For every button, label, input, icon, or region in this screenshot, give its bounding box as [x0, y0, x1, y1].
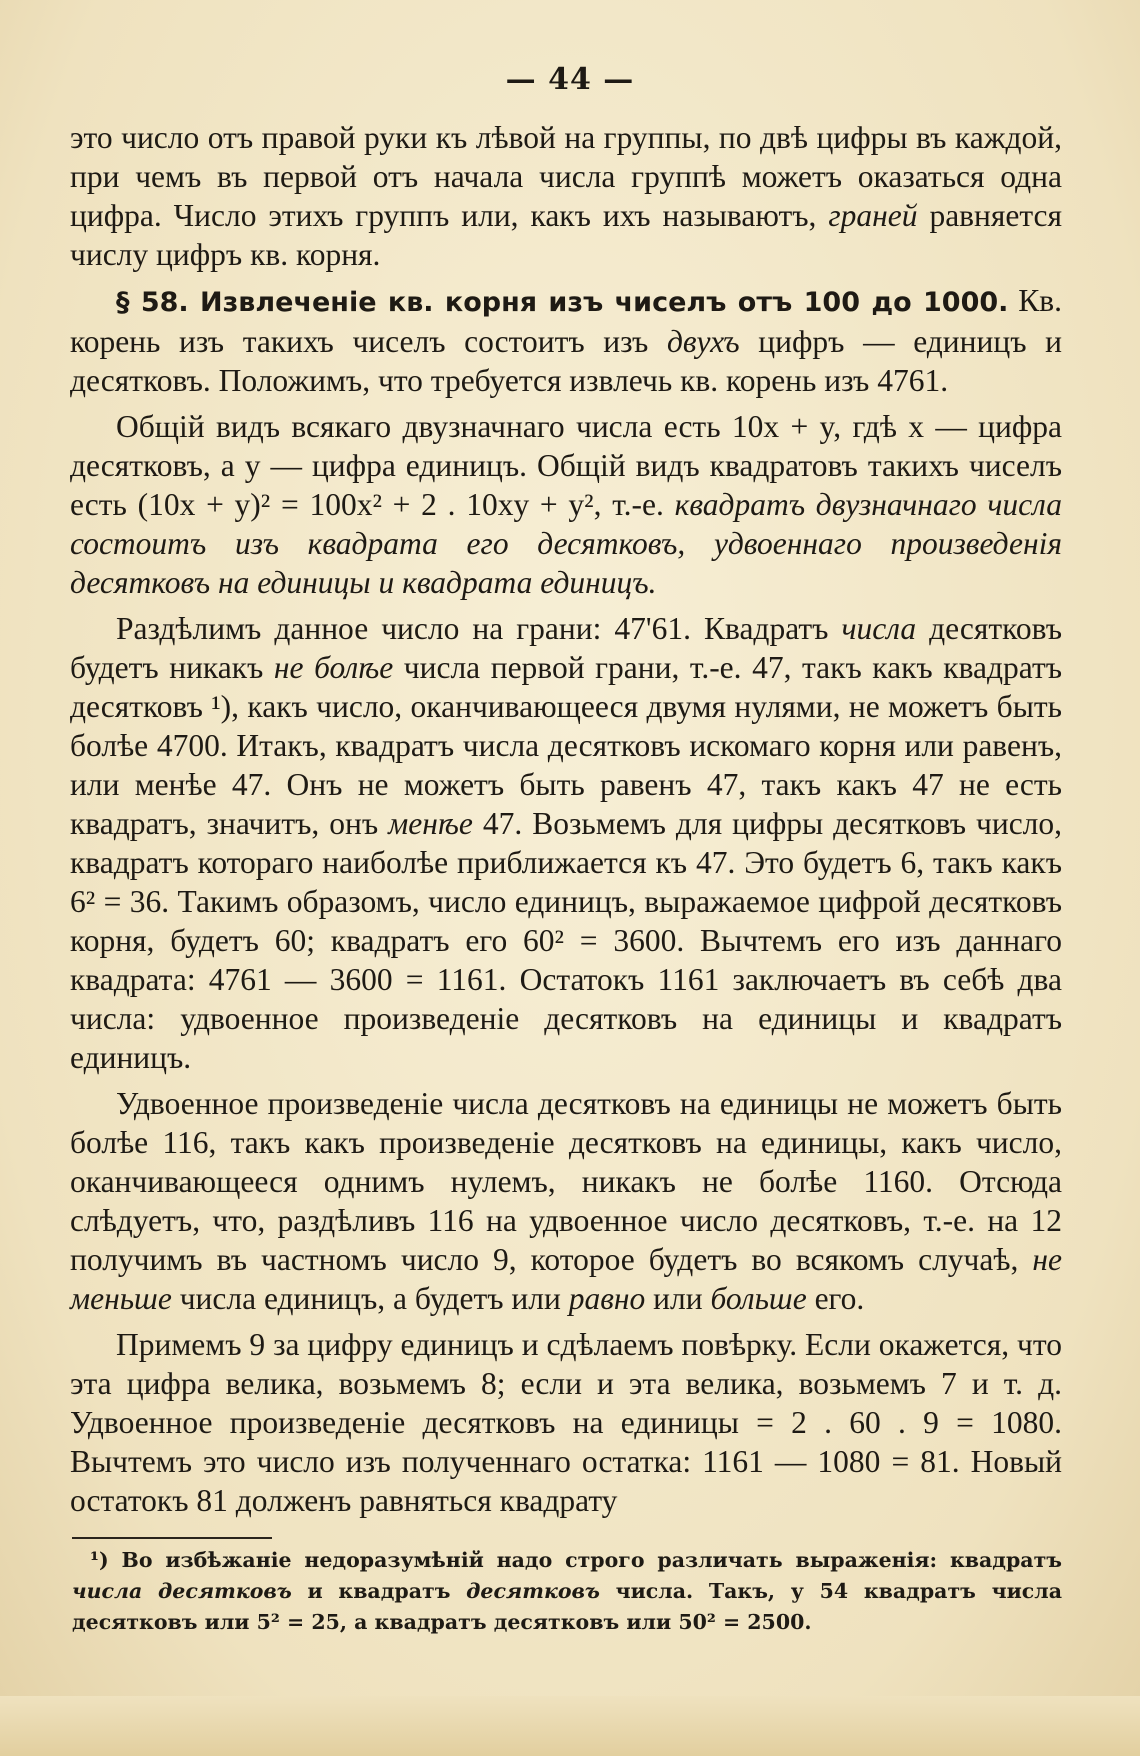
section-58-paragraph: § 58. Извлеченіе кв. корня изъ чиселъ отъ 100 до 1000. Кв. корень изъ такихъ чиселъ состоитъ изъ двухъ цифръ — единицъ и десятковъ. Положимъ, что требуется извлечь кв. корень изъ 4761.	[70, 283, 1062, 398]
section-title: § 58. Извлеченіе кв. корня изъ чиселъ отъ 100 до 1000.	[116, 287, 1009, 318]
page-bottom-edge	[0, 1696, 1140, 1756]
footnote-divider	[72, 1537, 272, 1539]
body-text	[70, 118, 1062, 1520]
page-number: — 44 —	[505, 62, 635, 97]
footnote: ¹) Во избѣжаніе недоразумѣній надо строго различать выраженія: квадратъ числа десятковъ и квадратъ десятковъ числа. Такъ, у 54 квадратъ числа десятковъ или 5² = 25, а квадратъ десятковъ или 50² = 2500.	[72, 1548, 1063, 1634]
paragraph-3: Общій видъ всякаго двузначнаго числа есть 10x + y, гдѣ x — цифра десятковъ, а y — цифра единицъ. Общій видъ квадратовъ такихъ чиселъ есть (10x + y)² = 100x² + 2 . 10xy + y², т.-е. квадратъ двузначнаго числа состоитъ изъ квадрата его десятковъ, удвоеннаго произведенія десятковъ на единицы и квадрата единицъ.	[70, 409, 1063, 600]
paragraph-5: Удвоенное произведеніе числа десятковъ на единицы не можетъ быть болѣе 116, такъ какъ произведеніе десятковъ на единицы, какъ число, оканчивающееся однимъ нулемъ, никакъ не болѣе 1160. Отсюда слѣдуетъ, что, раздѣливъ 116 на удвоенное число десятковъ, т.-е. на 12 получимъ въ частномъ число 9, которое будетъ во всякомъ случаѣ, не меньше числа единицъ, а будетъ или равно или больше его.	[70, 1086, 1062, 1316]
paragraph-4: Раздѣлимъ данное число на грани: 47'61. Квадратъ числа десятковъ будетъ никакъ не болѣе числа первой грани, т.-е. 47, такъ какъ квадратъ десятковъ ¹), какъ число, оканчивающееся двумя нулями, не можетъ быть болѣе 4700. Итакъ, квадратъ числа десятковъ искомаго корня или равенъ, или менѣе 47. Онъ не можетъ быть равенъ 47, такъ какъ 47 не есть квадратъ, значитъ, онъ менѣе 47. Возьмемъ для цифры десятковъ число, квадратъ котораго наиболѣе приближается къ 47. Это будетъ 6, такъ какъ 6² = 36. Такимъ образомъ, число единицъ, выражаемое цифрой десятковъ корня, будетъ 60; квадратъ его 60² = 3600. Вычтемъ его изъ даннаго квадрата: 4761 — 3600 = 1161. Остатокъ 1161 заключаетъ въ себѣ два числа: удвоенное произведеніе десятковъ на единицы и квадратъ единицъ.	[70, 611, 1063, 1075]
paragraph-1: это число отъ правой руки къ лѣвой на группы, по двѣ цифры въ каждой, при чемъ въ первой отъ начала числа группѣ можетъ оказаться одна цифра. Число этихъ группъ или, какъ ихъ называютъ, граней равняется числу цифръ кв. корня.	[70, 120, 1062, 272]
paragraph-6: Примемъ 9 за цифру единицъ и сдѣлаемъ повѣрку. Если окажется, что эта цифра велика, возьмемъ 8; если и эта велика, возьмемъ 7 и т. д. Удвоенное произведеніе десятковъ на единицы = 2 . 60 . 9 = 1080. Вычтемъ это число изъ полученнаго остатка: 1161 — 1080 = 81. Новый остатокъ 81 долженъ равняться квадрату	[70, 1327, 1062, 1518]
